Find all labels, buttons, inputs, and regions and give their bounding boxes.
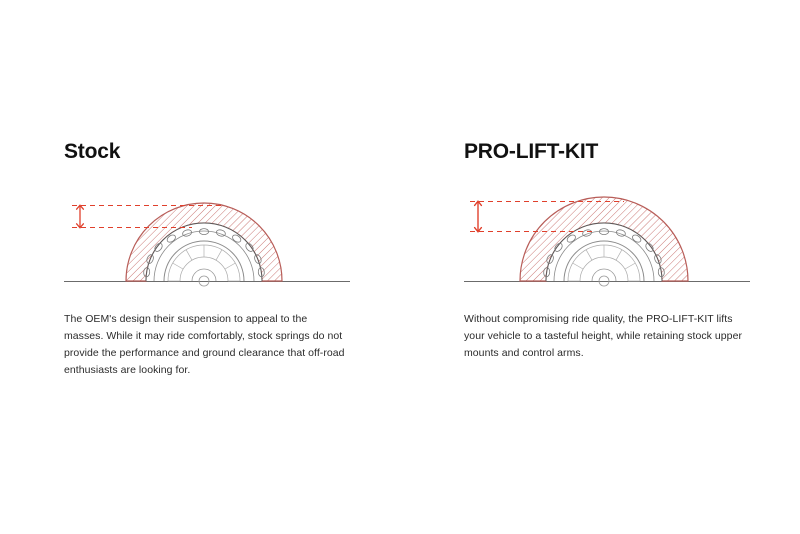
pro-lift-kit-diagram-svg (464, 187, 750, 299)
panel-description-pro-lift-kit: Without compromising ride quality, the PRO-LIFT-KIT lifts your vehicle to a tasteful height, while retaining stock upper mounts and control arms. (464, 313, 743, 360)
panel-title-pro-lift-kit: PRO-LIFT-KIT (464, 140, 599, 163)
stock-diagram-svg (64, 187, 350, 299)
clearance-arrow (77, 205, 84, 228)
figure-stock-wheel-arch (64, 187, 350, 297)
clearance-arrow (475, 201, 482, 232)
panel-description-stock: The OEM's design their suspension to appeal to the masses. While it may ride comfortably, stock springs do not provide the performance and ground clearance that off-road enthusiasts are looking for. (64, 313, 345, 377)
panel-title-stock: Stock (64, 140, 121, 163)
figure-pro-lift-kit-wheel-arch (464, 187, 750, 297)
panel-pro-lift-kit (400, 0, 800, 534)
